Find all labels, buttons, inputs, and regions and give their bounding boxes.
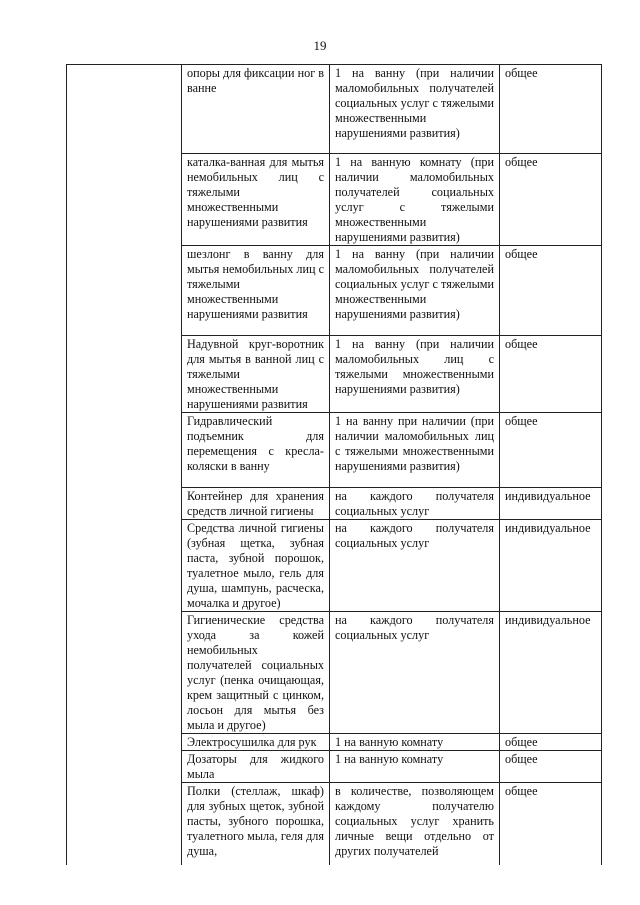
item-norm-cell: на каждого получателя социальных услуг — [330, 612, 500, 734]
item-use-cell: индивидуальное — [500, 520, 602, 612]
item-use-cell: общее — [500, 154, 602, 246]
item-name-cell: Надувной круг-воротник для мытья в ванной лиц с тяжелыми множественными нарушениями развития — [182, 336, 330, 413]
item-name-cell: Полки (стеллаж, шкаф) для зубных щеток, зубной пасты, зубного порошка, туалетного мыла, геля для душа, — [182, 783, 330, 865]
item-norm-cell: 1 на ванну (при наличии маломобильных лиц с тяжелыми множественными нарушениями развития) — [330, 336, 500, 413]
item-use-cell: индивидуальное — [500, 612, 602, 734]
item-use-cell: общее — [500, 413, 602, 488]
item-norm-cell: 1 на ванную комнату — [330, 751, 500, 783]
item-name-cell: опоры для фиксации ног в ванне — [182, 65, 330, 154]
item-name-cell: Гидравлический подъемник для перемещения с кресла-коляски в ванну — [182, 413, 330, 488]
table-row — [67, 65, 602, 154]
item-norm-cell: в количестве, позволяющем каждому получателю социальных услуг хранить личные вещи отдельно от других получателей — [330, 783, 500, 865]
item-use-cell: общее — [500, 751, 602, 783]
item-norm-cell: 1 на ванну (при наличии маломобильных получателей социальных услуг с тяжелыми множественными нарушениями развития) — [330, 65, 500, 154]
item-use-cell: общее — [500, 783, 602, 865]
item-use-cell: общее — [500, 246, 602, 336]
item-norm-cell: на каждого получателя социальных услуг — [330, 488, 500, 520]
item-norm-cell: 1 на ванную комнату (при наличии маломобильных получателей социальных услуг с тяжелыми множественными нарушениями развития) — [330, 154, 500, 246]
item-use-cell: общее — [500, 336, 602, 413]
item-name-cell: Средства личной гигиены (зубная щетка, зубная паста, зубной порошок, туалетное мыло, гель для душа, шампунь, расческа, мочалка и другое) — [182, 520, 330, 612]
page-number: 19 — [313, 38, 327, 53]
item-use-cell: общее — [500, 65, 602, 154]
item-norm-cell: 1 на ванну при наличии (при наличии маломобильных лиц с тяжелыми множественными нарушениями развития) — [330, 413, 500, 488]
item-use-cell: индивидуальное — [500, 488, 602, 520]
item-name-cell: каталка-ванная для мытья немобильных лиц с тяжелыми множественными нарушениями развития — [182, 154, 330, 246]
item-name-cell: Электросушилка для рук — [182, 734, 330, 751]
item-name-cell: Гигиенические средства ухода за кожей немобильных получателей социальных услуг (пенка очищающая, крем защитный с цинком, лосьон для мытья без мыла и другое) — [182, 612, 330, 734]
empty-first-column-cell — [67, 65, 182, 865]
item-name-cell: шезлонг в ванну для мытья немобильных лиц с тяжелыми множественными нарушениями развития — [182, 246, 330, 336]
item-norm-cell: 1 на ванну (при наличии маломобильных получателей социальных услуг с тяжелыми множественными нарушениями развития) — [330, 246, 500, 336]
item-norm-cell: 1 на ванную комнату — [330, 734, 500, 751]
item-name-cell: Дозаторы для жидкого мыла — [182, 751, 330, 783]
equipment-table — [66, 64, 602, 865]
item-name-cell: Контейнер для хранения средств личной гигиены — [182, 488, 330, 520]
item-norm-cell: на каждого получателя социальных услуг — [330, 520, 500, 612]
item-use-cell: общее — [500, 734, 602, 751]
